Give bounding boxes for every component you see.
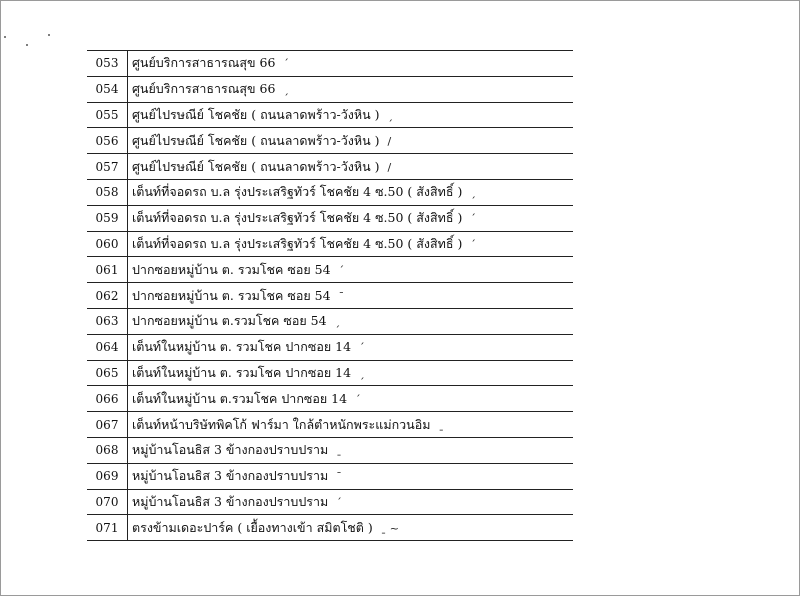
scan-speck — [26, 44, 28, 46]
row-number: 070 — [87, 489, 128, 515]
location-name: ศูนย์ไปรษณีย์ โชคชัย ( ถนนลาดพร้าว-วังหิน ) — [132, 158, 380, 174]
row-number: 054 — [87, 76, 128, 102]
table-row — [87, 463, 573, 489]
location-cell — [128, 51, 574, 77]
table-row — [87, 308, 573, 334]
location-name: ศูนย์ไปรษณีย์ โชคชัย ( ถนนลาดพร้าว-วังหิน ) — [132, 132, 380, 148]
check-mark: ˍ ~ — [380, 521, 399, 535]
table-row — [87, 128, 573, 154]
row-number: 061 — [87, 257, 128, 283]
check-mark: ˉ — [338, 289, 345, 303]
location-cell — [128, 102, 574, 128]
location-cell — [128, 179, 574, 205]
location-name: เต็นท์ที่จอดรถ บ.ล รุ่งประเสริฐทัวร์ โชคชัย 4 ซ.50 ( สังสิทธิ์ ) — [132, 210, 463, 226]
row-number: 058 — [87, 179, 128, 205]
location-table — [87, 50, 573, 541]
location-name: ศูนย์ไปรษณีย์ โชคชัย ( ถนนลาดพร้าว-วังหิน ) — [132, 106, 380, 122]
table-row — [87, 154, 573, 180]
location-cell — [128, 412, 574, 438]
check-mark: ˊ — [470, 212, 476, 226]
table-row — [87, 51, 573, 77]
location-cell — [128, 334, 574, 360]
location-cell — [128, 283, 574, 309]
table-row — [87, 76, 573, 102]
check-mark: ˊ — [359, 341, 365, 355]
row-number: 053 — [87, 51, 128, 77]
table-row — [87, 179, 573, 205]
location-name: ปากซอยหมู่บ้าน ต. รวมโชค ซอย 54 — [132, 287, 331, 303]
row-number: 060 — [87, 231, 128, 257]
check-mark: ˉ — [336, 470, 342, 484]
row-number: 064 — [87, 334, 128, 360]
location-name: ปากซอยหมู่บ้าน ต.รวมโชค ซอย 54 — [132, 313, 327, 329]
table-row — [87, 231, 573, 257]
row-number: 065 — [87, 360, 128, 386]
location-table-body — [87, 51, 573, 541]
location-name: หมู่บ้านโอนธิส 3 ข้างกองปราบปราม — [132, 493, 329, 509]
location-name: ศูนย์บริการสาธารณสุข 66 — [132, 81, 276, 97]
check-mark: ˊ — [338, 263, 345, 277]
location-name: เต็นท์ในหมู่บ้าน ต. รวมโชค ปากซอย 14 — [132, 364, 352, 380]
check-mark: ˏ — [359, 366, 365, 380]
check-mark: ˏ — [387, 108, 393, 122]
location-name: ปากซอยหมู่บ้าน ต. รวมโชค ซอย 54 — [132, 261, 331, 277]
check-mark: / — [387, 134, 392, 148]
check-mark: ˏ — [470, 186, 476, 200]
row-number: 068 — [87, 437, 128, 463]
location-cell — [128, 515, 574, 541]
table-row — [87, 515, 573, 541]
scan-speck — [4, 36, 6, 38]
location-cell — [128, 360, 574, 386]
location-name: ศูนย์บริการสาธารณสุข 66 — [132, 55, 276, 71]
location-name: เต็นท์ที่จอดรถ บ.ล รุ่งประเสริฐทัวร์ โชคชัย 4 ซ.50 ( สังสิทธิ์ ) — [132, 184, 463, 200]
check-mark: ˊ — [470, 237, 476, 251]
row-number: 066 — [87, 386, 128, 412]
table-row — [87, 102, 573, 128]
table-row — [87, 437, 573, 463]
location-cell — [128, 308, 574, 334]
location-cell — [128, 76, 574, 102]
table-row — [87, 257, 573, 283]
table-row — [87, 334, 573, 360]
row-number: 062 — [87, 283, 128, 309]
location-cell — [128, 205, 574, 231]
location-cell — [128, 437, 574, 463]
location-cell — [128, 231, 574, 257]
check-mark: ˏ — [283, 83, 289, 97]
check-mark: ˊ — [336, 495, 342, 509]
row-number: 067 — [87, 412, 128, 438]
table-row — [87, 412, 573, 438]
table-row — [87, 489, 573, 515]
scan-speck — [48, 34, 50, 36]
location-name: เต็นท์ในหมู่บ้าน ต.รวมโชค ปากซอย 14 — [132, 390, 348, 406]
location-name: หมู่บ้านโอนธิส 3 ข้างกองปราบปราม — [132, 442, 329, 458]
check-mark: ˊ — [355, 392, 361, 406]
check-mark: ˏ — [334, 315, 341, 329]
check-mark: ˊ — [283, 57, 289, 71]
table-row — [87, 205, 573, 231]
location-cell — [128, 463, 574, 489]
row-number: 063 — [87, 308, 128, 334]
table-row — [87, 386, 573, 412]
row-number: 071 — [87, 515, 128, 541]
row-number: 057 — [87, 154, 128, 180]
table-row — [87, 283, 573, 309]
location-cell — [128, 128, 574, 154]
location-cell — [128, 257, 574, 283]
row-number: 055 — [87, 102, 128, 128]
location-cell — [128, 489, 574, 515]
location-cell — [128, 154, 574, 180]
location-cell — [128, 386, 574, 412]
location-name: ตรงข้ามเดอะปาร์ค ( เยื้องทางเข้า สมิตโชติ ) — [132, 519, 373, 535]
check-mark: / — [387, 160, 392, 174]
location-name: เต็นท์หน้าบริษัทพิคโก้ ฟาร์มา ใกล้ตำหนักพระแม่กวนอิม — [132, 416, 431, 432]
row-number: 056 — [87, 128, 128, 154]
location-name: หมู่บ้านโอนธิส 3 ข้างกองปราบปราม — [132, 468, 329, 484]
location-name: เต็นท์ในหมู่บ้าน ต. รวมโชค ปากซอย 14 — [132, 339, 352, 355]
table-row — [87, 360, 573, 386]
row-number: 069 — [87, 463, 128, 489]
row-number: 059 — [87, 205, 128, 231]
check-mark: ˍ — [438, 418, 444, 432]
location-name: เต็นท์ที่จอดรถ บ.ล รุ่งประเสริฐทัวร์ โชคชัย 4 ซ.50 ( สังสิทธิ์ ) — [132, 235, 463, 251]
check-mark: ˍ — [336, 444, 342, 458]
